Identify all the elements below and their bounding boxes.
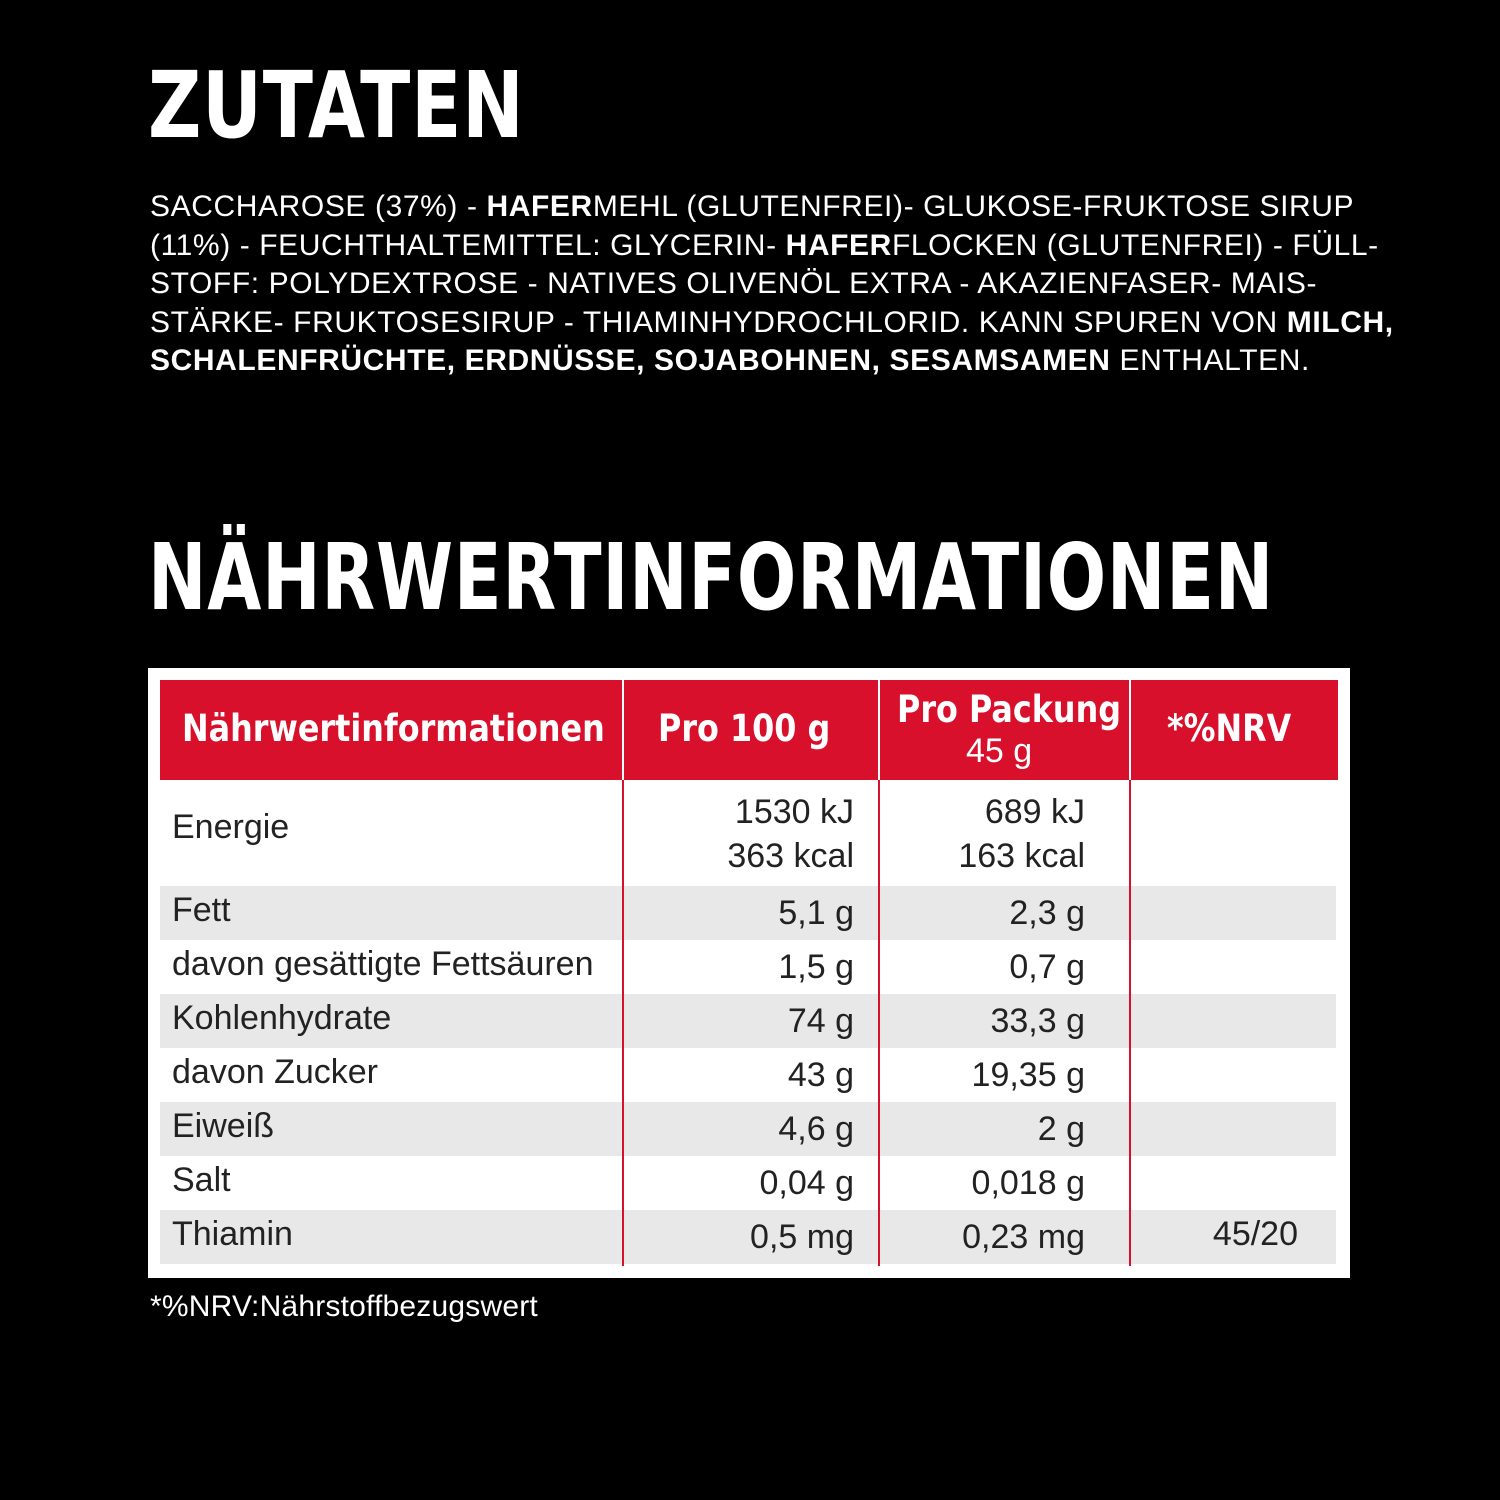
- value-per-100g-line: 43 g: [787, 1056, 854, 1094]
- nutrient-name: Salt: [172, 1161, 231, 1199]
- header-per-pack-size: 45 g: [966, 732, 1033, 770]
- value-nrv: 45/20: [1212, 1215, 1298, 1253]
- value-per-100g: [788, 999, 854, 1043]
- header-per-100g-text: Pro 100 g: [658, 707, 831, 750]
- value-per-100g: [778, 1107, 854, 1151]
- allergen-text: MILCH, SCHALENFRÜCHTE, ERDNÜSSE, SOJABOHNEN, SESAMSAMEN: [150, 305, 1394, 377]
- value-per-pack-line: 19,35 g: [971, 1056, 1085, 1094]
- value-per-pack: [972, 1161, 1085, 1205]
- allergen-text: HAFER: [785, 228, 892, 262]
- header-label-text: Nährwertinformationen: [182, 707, 605, 750]
- value-per-100g-line: 74 g: [787, 1002, 854, 1040]
- value-per-pack: [962, 1215, 1085, 1259]
- nutrient-name: Kohlenhydrate: [172, 999, 392, 1037]
- ingredient-text: SACCHAROSE (37%) -: [150, 190, 487, 223]
- value-per-pack-line: 2 g: [1037, 1110, 1085, 1148]
- table-row: [160, 1156, 1336, 1210]
- value-per-100g-line: 1530 kJ: [734, 793, 854, 831]
- column-divider: [1129, 780, 1131, 1266]
- value-per-100g: [750, 1215, 854, 1259]
- value-per-100g-line: 0,04 g: [759, 1164, 854, 1202]
- header-per-pack-text: Pro Packung: [897, 688, 1122, 731]
- table-row: [160, 994, 1336, 1048]
- value-per-100g-line: 1,5 g: [778, 948, 854, 986]
- value-per-100g-line: 363 kcal: [727, 837, 854, 875]
- value-per-pack-line: 163 kcal: [958, 837, 1085, 875]
- allergen-text: HAFER: [486, 190, 593, 223]
- nutrition-table: [148, 668, 1350, 1278]
- value-per-100g: [788, 1053, 854, 1097]
- nutrient-name: davon gesättigte Fettsäuren: [172, 945, 594, 983]
- value-per-100g-line: 0,5 mg: [750, 1218, 854, 1256]
- table-row: [160, 886, 1336, 940]
- ingredient-text: ENTHALTEN.: [1110, 344, 1310, 377]
- table-row: [160, 780, 1336, 886]
- ingredient-text: MEHL (GLUTENFREI)- GLUKOSE-FRUKTOSE SIRUP (11%) - FEUCHTHALTEMITTEL: GLYCERIN-: [150, 190, 1354, 262]
- header-cell-per-pack: [880, 680, 1129, 780]
- value-per-100g: [778, 891, 854, 935]
- value-per-pack-line: 689 kJ: [984, 793, 1085, 831]
- nutrient-name: Fett: [172, 891, 231, 929]
- ingredient-text: FLOCKEN (GLUTENFREI) - FÜLL-STOFF: POLYDEXTROSE - NATIVES OLIVENÖL EXTRA - AKAZIENFASER- MAIS-STÄRKE- FRUKTOSESIRUP - THIAMINHYDROCHLORID. KANN SPUREN VON: [150, 228, 1379, 339]
- value-per-100g: [778, 945, 854, 989]
- value-per-100g: [727, 790, 854, 878]
- value-per-pack-line: 33,3 g: [990, 1002, 1085, 1040]
- header-cell-nrv: [1131, 680, 1338, 780]
- nutrient-name: Thiamin: [172, 1215, 293, 1253]
- table-row: [160, 1210, 1336, 1264]
- ingredients-heading: ZUTATEN: [148, 52, 525, 159]
- header-nrv-text: *%NRV: [1167, 707, 1292, 750]
- footnote: *%NRV:Nährstoffbezugswert: [150, 1290, 538, 1323]
- value-per-pack-line: 2,3 g: [1009, 894, 1085, 932]
- value-per-100g-line: 4,6 g: [778, 1110, 854, 1148]
- column-divider: [878, 780, 880, 1266]
- value-per-pack-line: 0,7 g: [1009, 948, 1085, 986]
- value-per-pack: [958, 790, 1085, 878]
- value-per-pack-line: 0,23 mg: [962, 1218, 1085, 1256]
- value-per-100g: [759, 1161, 854, 1205]
- table-row: [160, 940, 1336, 994]
- value-per-pack: [1009, 945, 1085, 989]
- value-per-100g-line: 5,1 g: [778, 894, 854, 932]
- nutrient-name: davon Zucker: [172, 1053, 378, 1091]
- value-per-pack: [1009, 891, 1085, 935]
- value-per-pack: [972, 1053, 1085, 1097]
- nutrient-name: Energie: [172, 808, 290, 846]
- header-cell-label: [160, 680, 622, 780]
- ingredients-text: [150, 188, 1410, 381]
- value-per-pack-line: 0,018 g: [971, 1164, 1085, 1202]
- header-cell-per-100g: [624, 680, 878, 780]
- column-divider: [622, 780, 624, 1266]
- table-row: [160, 1048, 1336, 1102]
- table-row: [160, 1102, 1336, 1156]
- nutrient-name: Eiweiß: [172, 1107, 275, 1145]
- nutrition-heading: NÄHRWERTINFORMATIONEN: [148, 524, 1275, 631]
- value-per-pack: [990, 999, 1085, 1043]
- value-per-pack: [1038, 1107, 1085, 1151]
